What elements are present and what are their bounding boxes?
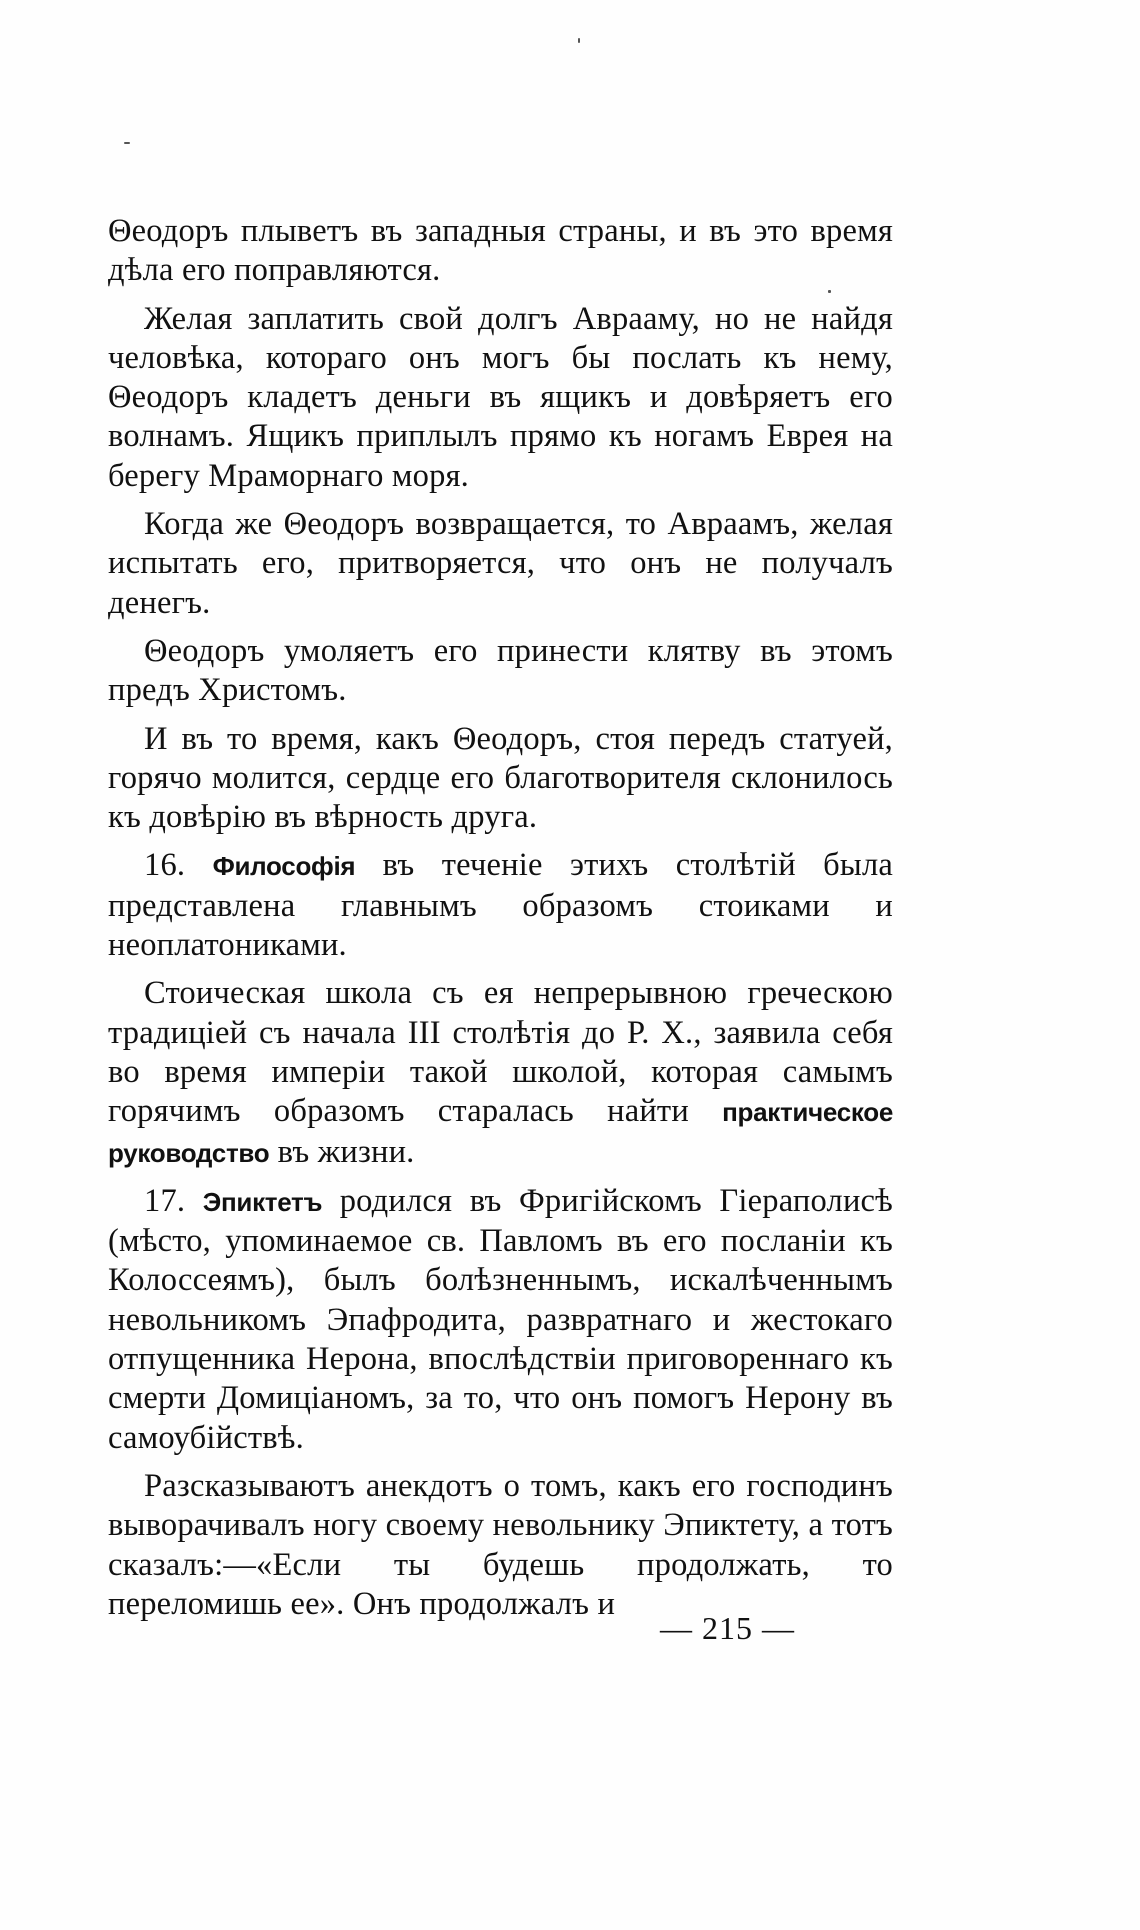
paragraph-text: родился въ Фригійскомъ Гіераполисѣ (мѣсто, упоминаемое св. Павломъ въ его посланіи къ Колоссеямъ), былъ болѣзненнымъ, искалѣченнымъ невольникомъ Эпафродита, развратнаго и жестокаго отпущенника Нерона, впослѣдствіи приговореннаго къ смерти Домиціаномъ, за то, что онъ помогъ Нерону въ самоубійствѣ. [108, 1182, 894, 1456]
paragraph [108, 974, 893, 1172]
paragraph [108, 1467, 893, 1624]
paragraph [108, 212, 893, 291]
paragraph [108, 505, 893, 623]
paragraph-text: И въ то время, какъ Θеодоръ, стоя передъ статуей, горячо молится, сердце его благотворителя склонилось къ довѣрію въ вѣрность друга. [108, 720, 893, 836]
paragraph-text: Разсказываютъ анекдотъ о томъ, какъ его господинъ выворачивалъ ногу своему невольнику Эпиктету, а тотъ сказалъ:—«Если ты будешь продолжать, то переломишь ее». Онъ продолжалъ и [108, 1467, 893, 1622]
paragraph [108, 300, 893, 496]
paragraph [108, 720, 893, 838]
paragraph-text: въ жизни. [269, 1133, 415, 1170]
section-number: 17. [144, 1182, 186, 1219]
paragraph-text: Стоическая школа съ ея непрерывною греческою традиціей съ начала III столѣтія до Р. Х., заявила себя во время имперіи такой школой, которая самымъ горячимъ образомъ старалась найти [108, 975, 893, 1130]
paragraph-text: въ теченіе этихъ столѣтій была представлена главнымъ образомъ стоиками и неоплатониками. [108, 847, 893, 964]
section-16 [108, 846, 893, 965]
section-17 [108, 1182, 893, 1458]
paragraph-text: Θеодоръ умоляетъ его принести клятву въ этомъ предъ Христомъ. [108, 632, 893, 709]
section-heading: Эпиктетъ [202, 1186, 323, 1217]
paragraph-text: Желая заплатить свой долгъ Аврааму, но не найдя человѣка, котораго онъ могъ бы послать къ нему, Θеодоръ кладетъ деньги въ ящикъ и довѣряетъ его волнамъ. Ящикъ приплылъ прямо къ ногамъ Еврея на берегу Мраморнаго моря. [108, 300, 893, 494]
emphasis-term: практическое руководство [108, 1097, 893, 1168]
paragraph [108, 632, 893, 711]
body-text [108, 212, 893, 1633]
section-number: 16. [144, 847, 186, 884]
page-number: — 215 — [660, 1610, 795, 1646]
print-speck [578, 38, 580, 43]
paragraph-text: Θеодоръ плыветъ въ западныя страны, и въ это время дѣла его поправляются. [108, 213, 893, 289]
section-heading: Философія [212, 851, 356, 882]
paragraph-text: Когда же Θеодоръ возвращается, то Авраамъ, желая испытать его, притворяется, что онъ не получалъ денегъ. [108, 506, 893, 621]
print-speck [124, 142, 130, 144]
